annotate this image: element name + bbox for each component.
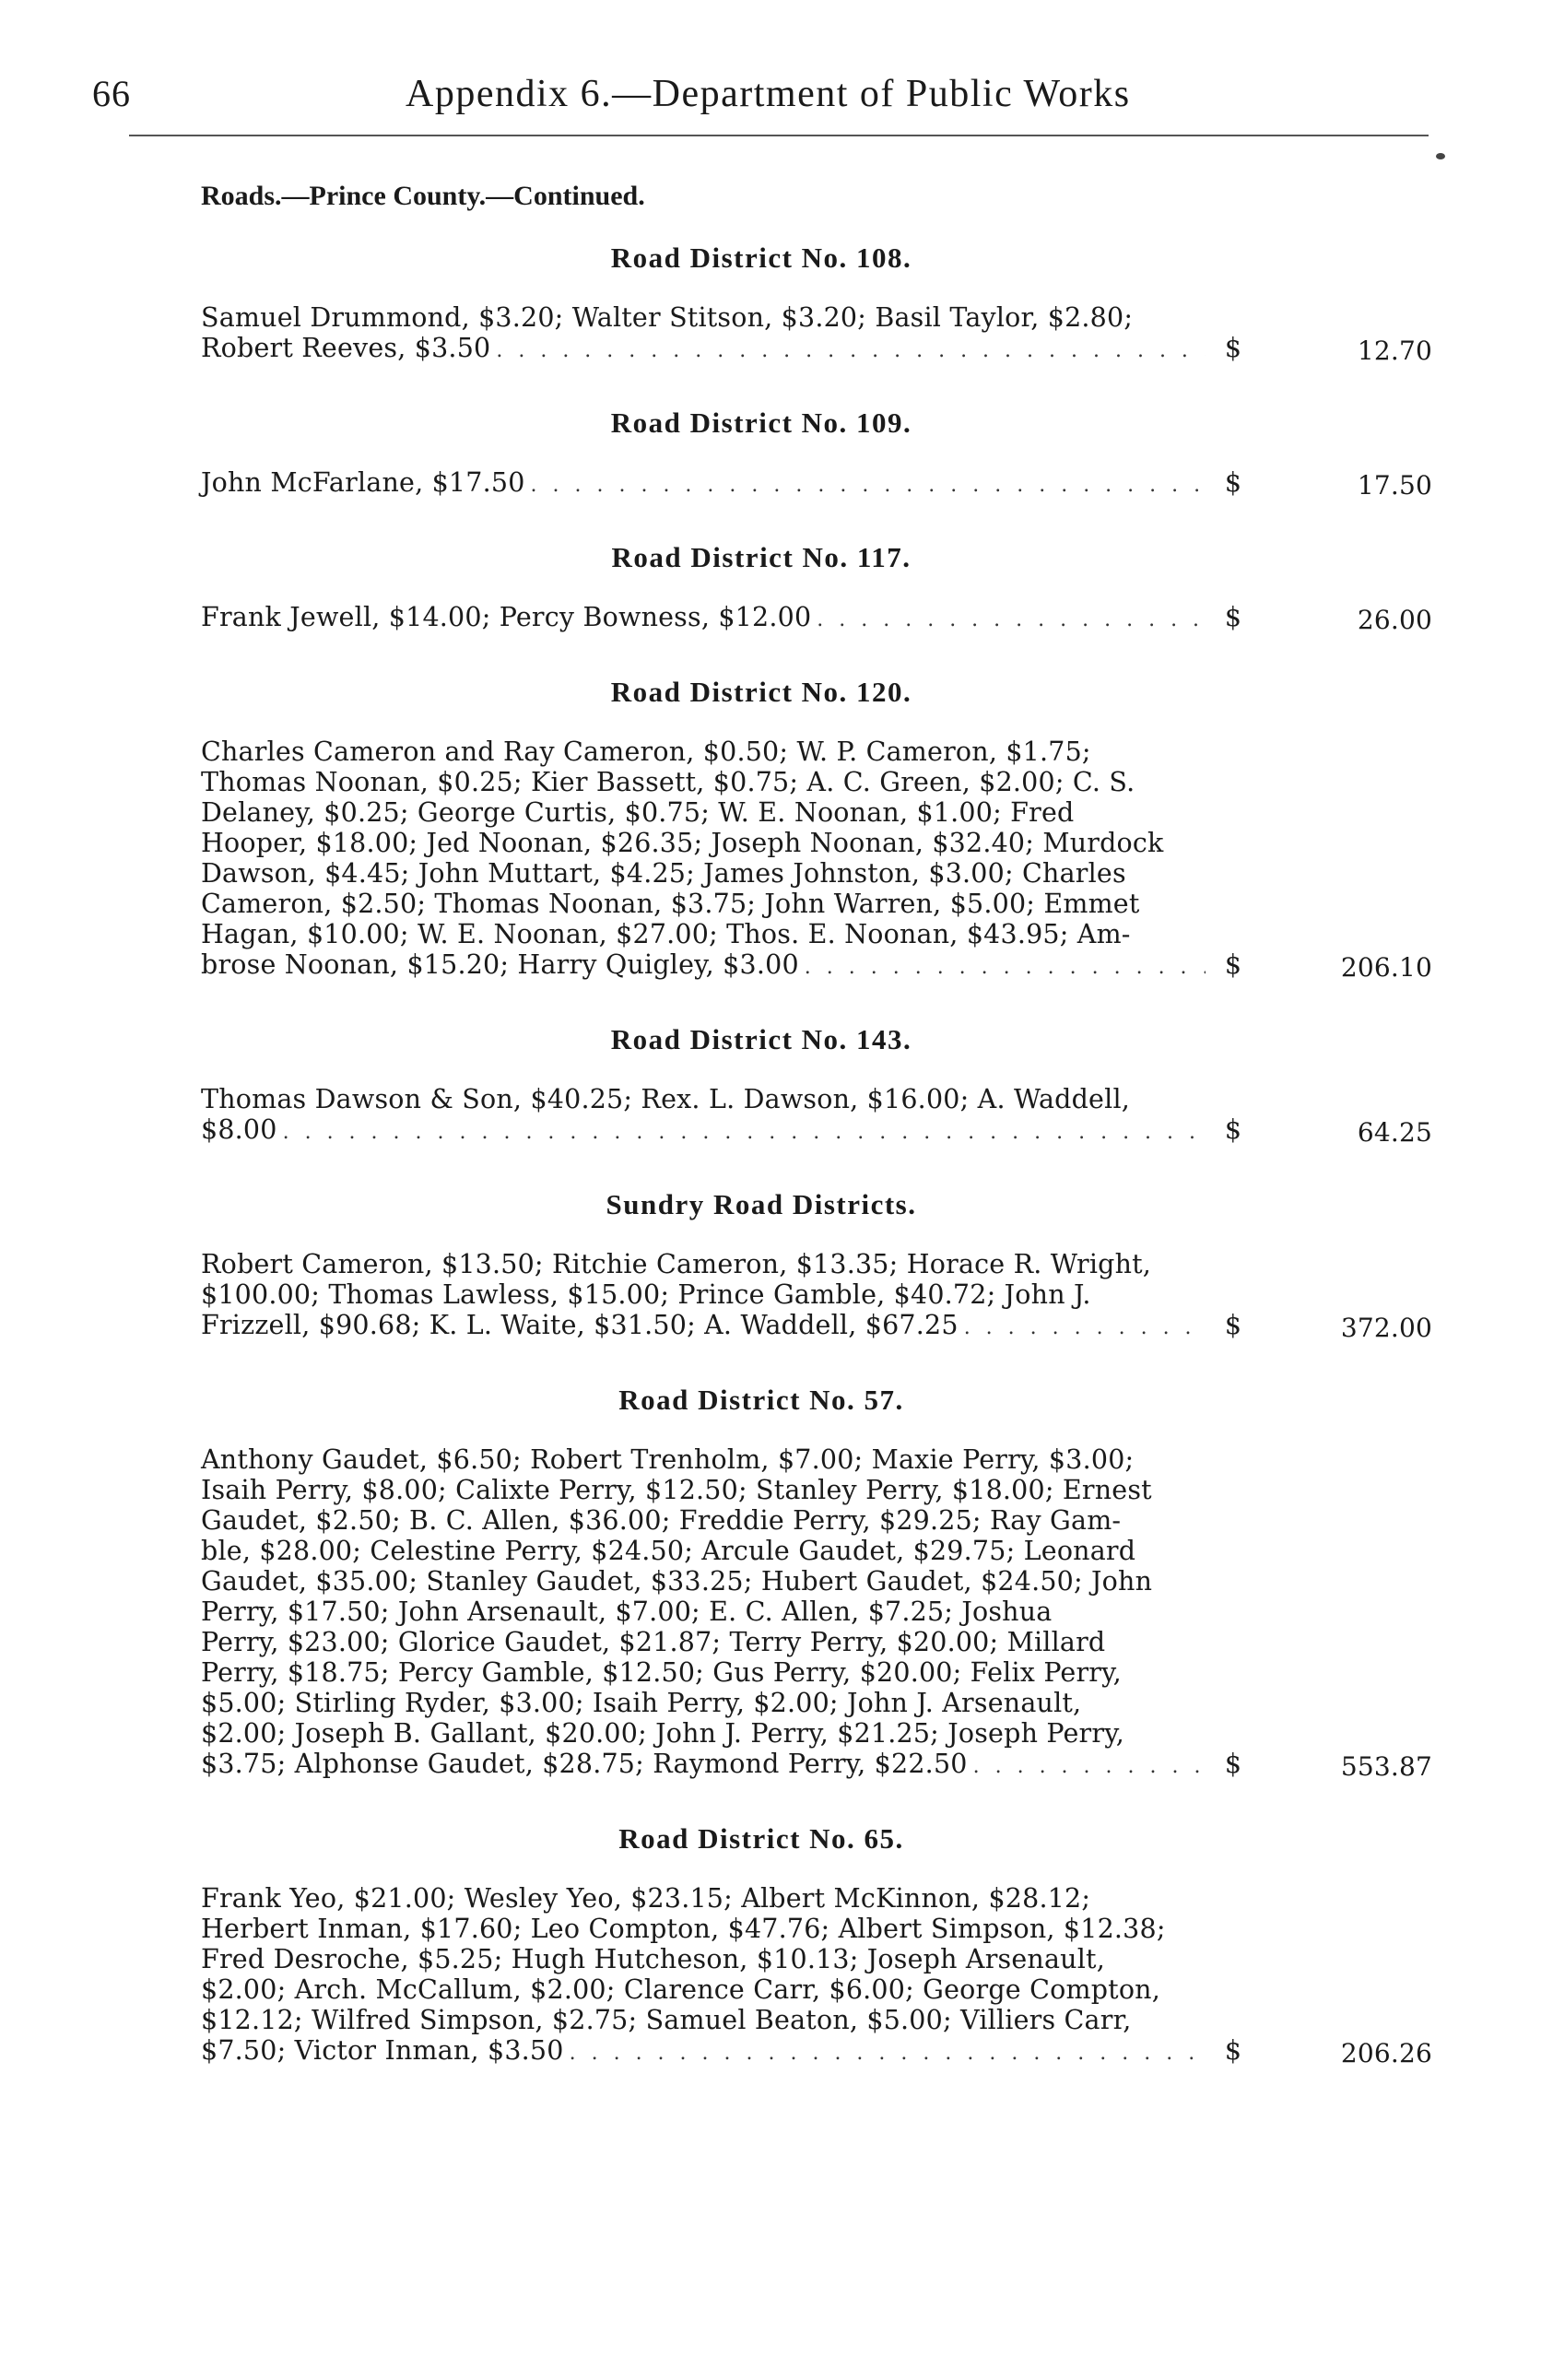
district-title: Road District No. 117. [611,541,912,573]
district-list [201,242,1432,2068]
currency-symbol: $ [1224,2035,1242,2066]
entry-line: Perry, $17.50; John Arsenault, $7.00; E. C. Allen, $7.25; Joshua [201,1596,1053,1627]
dot-leader [496,336,1206,366]
district-total: 26.00 [1357,605,1432,635]
district-title: Road District No. 65. [618,1822,904,1855]
entry-body [201,1249,1252,1343]
dot-leader [570,2038,1206,2068]
entry-body [201,1883,1252,2068]
district-entry [201,1249,1432,1343]
ink-speck [1436,153,1445,159]
entry-line: Thomas Dawson & Son, $40.25; Rex. L. Dawson, $16.00; A. Waddell, [201,1084,1131,1114]
currency-symbol: $ [1224,467,1242,498]
entry-line: Gaudet, $35.00; Stanley Gaudet, $33.25; Hubert Gaudet, $24.50; John [201,1566,1153,1596]
entry-last-line [201,467,1252,501]
section-heading: Roads.—Prince County.—Continued. [201,181,645,211]
page-number: 66 [92,73,131,114]
dot-leader [531,470,1206,501]
entry-body [201,302,1252,366]
entry-body [201,736,1252,983]
entry-line: $3.75; Alphonse Gaudet, $28.75; Raymond Perry, $22.50 [201,1749,968,1779]
entry-line: Dawson, $4.45; John Muttart, $4.25; James Johnston, $3.00; Charles [201,858,1126,889]
dot-leader [973,1751,1206,1782]
running-head: Appendix 6.—Department of Public Works [406,73,1131,115]
entry-line: Herbert Inman, $17.60; Leo Compton, $47.76; Albert Simpson, $12.38; [201,1914,1166,1944]
road-district [201,541,1432,635]
district-entry [201,736,1432,983]
currency-symbol: $ [1224,1114,1242,1145]
entry-line: Samuel Drummond, $3.20; Walter Stitson, $3.20; Basil Taylor, $2.80; [201,302,1134,333]
entry-line: $5.00; Stirling Ryder, $3.00; Isaih Perry, $2.00; John J. Arsenault, [201,1688,1082,1718]
currency-symbol: $ [1224,949,1242,980]
dot-leader [817,605,1206,635]
district-total: 17.50 [1357,470,1432,501]
entry-body [201,1444,1252,1782]
district-total: 206.10 [1340,952,1432,983]
entry-line: Frank Yeo, $21.00; Wesley Yeo, $23.15; Albert McKinnon, $28.12; [201,1883,1091,1914]
entry-line: Frank Jewell, $14.00; Percy Bowness, $12.00 [201,602,812,632]
district-total: 64.25 [1357,1117,1432,1148]
currency-symbol: $ [1224,602,1242,632]
entry-line: Charles Cameron and Ray Cameron, $0.50; W. P. Cameron, $1.75; [201,736,1091,767]
header-rule [129,135,1429,136]
district-total: 12.70 [1357,336,1432,366]
entry-last-line [201,1749,1252,1782]
entry-line: brose Noonan, $15.20; Harry Quigley, $3.00 [201,949,799,980]
entry-line: Robert Reeves, $3.50 [201,333,491,363]
entry-body [201,467,1252,501]
road-district [201,242,1432,366]
road-district [201,406,1432,501]
district-title: Road District No. 57. [618,1384,904,1416]
currency-symbol: $ [1224,1749,1242,1779]
district-title: Road District No. 108. [610,242,912,274]
entry-line: Isaih Perry, $8.00; Calixte Perry, $12.50; Stanley Perry, $18.00; Ernest [201,1475,1152,1505]
entry-line: $12.12; Wilfred Simpson, $2.75; Samuel Beaton, $5.00; Villiers Carr, [201,2005,1132,2035]
entry-line: Perry, $18.75; Percy Gamble, $12.50; Gus Perry, $20.00; Felix Perry, [201,1657,1122,1688]
district-total: 372.00 [1340,1313,1432,1343]
road-district [201,676,1432,983]
district-title: Sundry Road Districts. [606,1188,917,1220]
entry-line: Hagan, $10.00; W. E. Noonan, $27.00; Thos. E. Noonan, $43.95; Am- [201,919,1131,949]
entry-line: Gaudet, $2.50; B. C. Allen, $36.00; Freddie Perry, $29.25; Ray Gam- [201,1505,1122,1536]
dot-leader [283,1117,1206,1148]
page-header [0,65,1541,120]
entry-line: Robert Cameron, $13.50; Ritchie Cameron, $13.35; Horace R. Wright, [201,1249,1152,1279]
currency-symbol: $ [1224,333,1242,363]
entry-last-line [201,1114,1252,1148]
entry-line: Delaney, $0.25; George Curtis, $0.75; W. E. Noonan, $1.00; Fred [201,797,1075,828]
entry-line: $7.50; Victor Inman, $3.50 [201,2035,564,2066]
road-district [201,1822,1432,2068]
road-district [201,1023,1432,1148]
page-content [201,181,1432,2109]
entry-body [201,1084,1252,1148]
entry-line: $8.00 [201,1114,277,1145]
district-title: Road District No. 120. [610,676,912,708]
entry-line: Perry, $23.00; Glorice Gaudet, $21.87; Terry Perry, $20.00; Millard [201,1627,1106,1657]
road-district [201,1188,1432,1343]
entry-line: $100.00; Thomas Lawless, $15.00; Prince Gamble, $40.72; John J. [201,1279,1091,1310]
entry-line: Fred Desroche, $5.25; Hugh Hutcheson, $10.13; Joseph Arsenault, [201,1944,1105,1974]
entry-line: Hooper, $18.00; Jed Noonan, $26.35; Joseph Noonan, $32.40; Murdock [201,828,1164,858]
road-district [201,1384,1432,1782]
entry-line: Cameron, $2.50; Thomas Noonan, $3.75; John Warren, $5.00; Emmet [201,889,1140,919]
district-entry [201,1444,1432,1782]
dot-leader [805,952,1206,983]
district-entry [201,302,1432,366]
district-total: 206.26 [1340,2038,1432,2068]
entry-line: Frizzell, $90.68; K. L. Waite, $31.50; A. Waddell, $67.25 [201,1310,959,1340]
district-total: 553.87 [1340,1751,1432,1782]
entry-last-line [201,949,1252,983]
entry-last-line [201,1310,1252,1343]
entry-line: John McFarlane, $17.50 [201,467,525,498]
district-title: Road District No. 109. [610,406,912,439]
district-entry [201,1883,1432,2068]
entry-last-line [201,333,1252,366]
entry-line: Thomas Noonan, $0.25; Kier Bassett, $0.75; A. C. Green, $2.00; C. S. [201,767,1135,797]
entry-line: $2.00; Arch. McCallum, $2.00; Clarence Carr, $6.00; George Compton, [201,1974,1160,2005]
entry-last-line [201,602,1252,635]
entry-line: $2.00; Joseph B. Gallant, $20.00; John J. Perry, $21.25; Joseph Perry, [201,1718,1124,1749]
currency-symbol: $ [1224,1310,1242,1340]
district-entry [201,467,1432,501]
district-title: Road District No. 143. [610,1023,912,1055]
entry-body [201,602,1252,635]
district-entry [201,602,1432,635]
dot-leader [964,1313,1206,1343]
entry-last-line [201,2035,1252,2068]
entry-line: ble, $28.00; Celestine Perry, $24.50; Arcule Gaudet, $29.75; Leonard [201,1536,1136,1566]
entry-line: Anthony Gaudet, $6.50; Robert Trenholm, $7.00; Maxie Perry, $3.00; [201,1444,1135,1475]
district-entry [201,1084,1432,1148]
